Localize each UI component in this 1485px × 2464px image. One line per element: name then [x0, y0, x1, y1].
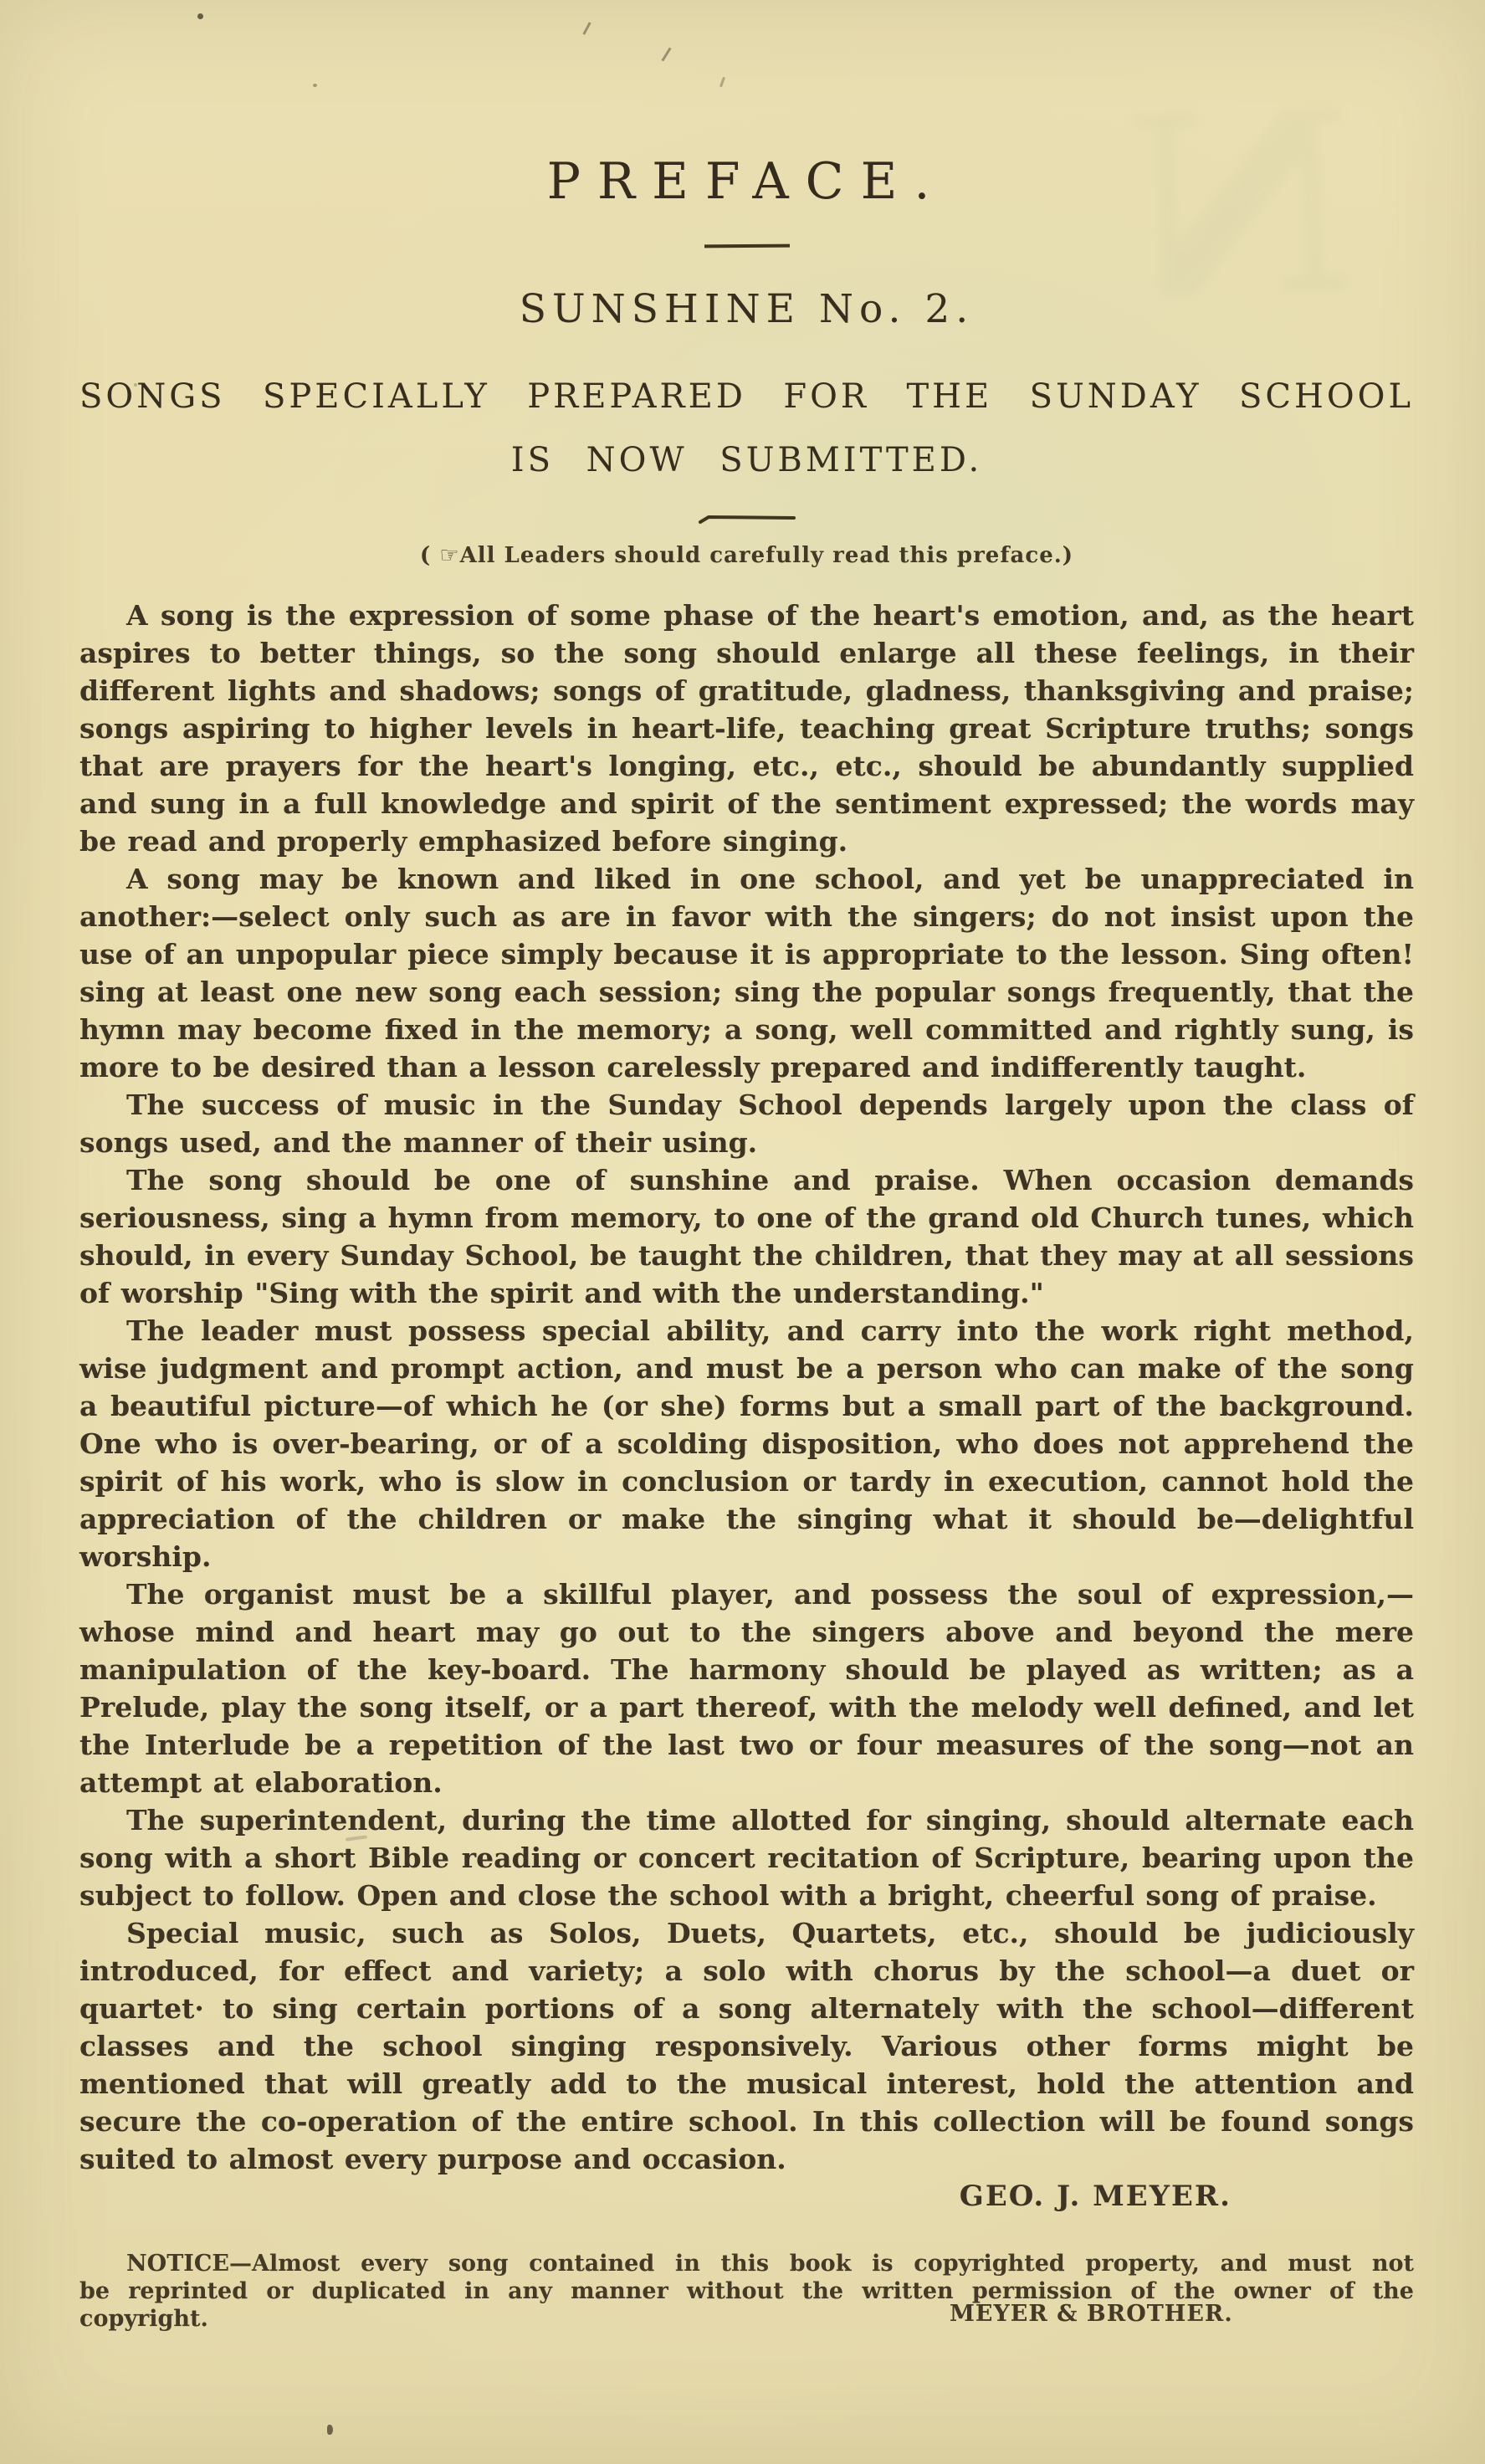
page-title: PREFACE.	[546, 152, 947, 211]
paragraph: A song is the expression of some phase of the heart's emotion, and, as the heart aspires to better things, so the song should enlarge all these feelings, in their different lights and shadows; songs of gratitude, gladness, thanksgiving and praise; songs aspiring to higher levels in heart-life, teaching great Scripture truths; songs that are prayers for the heart's longing, etc., etc., should be abundantly supplied and sung in a full knowledge and spirit of the sentiment expressed; the words may be read and properly emphasized before singing.	[79, 599, 1414, 858]
paper-speck	[197, 13, 203, 19]
notice-line-end: copyright.	[79, 2306, 208, 2332]
paragraph: The song should be one of sunshine and praise. When occasion demands seriousness, sing a hymn from memory, to one of the grand old Church tunes, which should, in every Sunday School, be taught the children, that they may at all sessions of worship "Sing with the spirit and with the understanding."	[79, 1164, 1414, 1309]
paragraph: The organist must be a skillful player, and possess the soul of expression,— whose mind and heart may go out to the singers above and beyond the mere manipulation of the key-board. The harmony should be played as written; as a Prelude, play the song itself, or a part thereof, with the melody well defined, and let the Interlude be a repetition of the last two or four measures of the song—not an attempt at elaboration.	[79, 1578, 1414, 1799]
paragraph: The superintendent, during the time allotted for singing, should alternate each song with a short Bible reading or concert recitation of Scripture, bearing upon the subject to follow. Open and close the school with a bright, cheerful song of praise.	[79, 1804, 1414, 1912]
copyright-notice	[79, 2250, 1414, 2333]
divider-rule	[704, 244, 789, 248]
publisher-name: MEYER & BROTHER.	[950, 2301, 1233, 2327]
paragraph: Special music, such as Solos, Duets, Quartets, etc., should be judiciously introduced, for effect and variety; a solo with chorus by the school—a duet or quartet· to sing certain portions of a song alternately with the school—different classes and the school singing responsively. Various other forms might be mentioned that will greatly add to the musical interest, hold the attention and secure the co-operation of the entire school. In this collection will be found songs suited to almost every purpose and occasion.	[79, 1917, 1414, 2175]
manicule-pointing-hand-icon: ☞	[439, 543, 460, 568]
paragraph: The success of music in the Sunday School depends largely upon the class of songs used, and the manner of their using.	[79, 1089, 1414, 1159]
paper-speck	[313, 84, 317, 87]
divider-rule-ticked	[697, 513, 797, 525]
paragraph: The leader must possess special ability, and carry into the work right method, wise judgment and prompt action, and must be a person who can make of the song a beautiful picture—of which he (or she) forms but a small part of the background. One who is over-bearing, or of a scolding disposition, who does not apprehend the spirit of his work, who is slow in conclusion or tardy in execution, cannot hold the appreciation of the children or make the singing what it should be—delightful worship.	[79, 1314, 1414, 1573]
note-open-paren: (	[419, 543, 440, 568]
paper-speck	[327, 2425, 333, 2435]
heading-line-2: IS NOW SUBMITTED.	[510, 441, 983, 479]
note-text: All Leaders should carefully read this preface.)	[459, 543, 1074, 568]
leader-note	[79, 525, 1414, 568]
paper-speck	[134, 383, 137, 387]
notice-line: NOTICE—Almost every song contained in this book is copyrighted property, and must not	[126, 2251, 1414, 2277]
book-title: SUNSHINE No. 2.	[519, 286, 975, 332]
notice-line	[79, 2301, 1414, 2333]
author-signature: GEO. J. MEYER.	[959, 2180, 1232, 2213]
preface-body	[79, 597, 1414, 2178]
notice-line: be reprinted or duplicated in any manner without the written permission of the owner of the	[79, 2278, 1414, 2304]
show-through-ghost: N	[1070, 53, 1360, 359]
paragraph: A song may be known and liked in one school, and yet be unappreciated in another:—select only such as are in favor with the singers; do not insist upon the use of an unpopular piece simply because it is appropriate to the lesson. Sing often! sing at least one new song each session; sing the popular songs frequently, that the hymn may become fixed in the memory; a song, well committed and rightly sung, is more to be desired than a lesson carelessly prepared and indifferently taught.	[79, 863, 1414, 1083]
heading-line-1: SONGS SPECIALLY PREPARED FOR THE SUNDAY SCHOOL	[79, 377, 1414, 416]
